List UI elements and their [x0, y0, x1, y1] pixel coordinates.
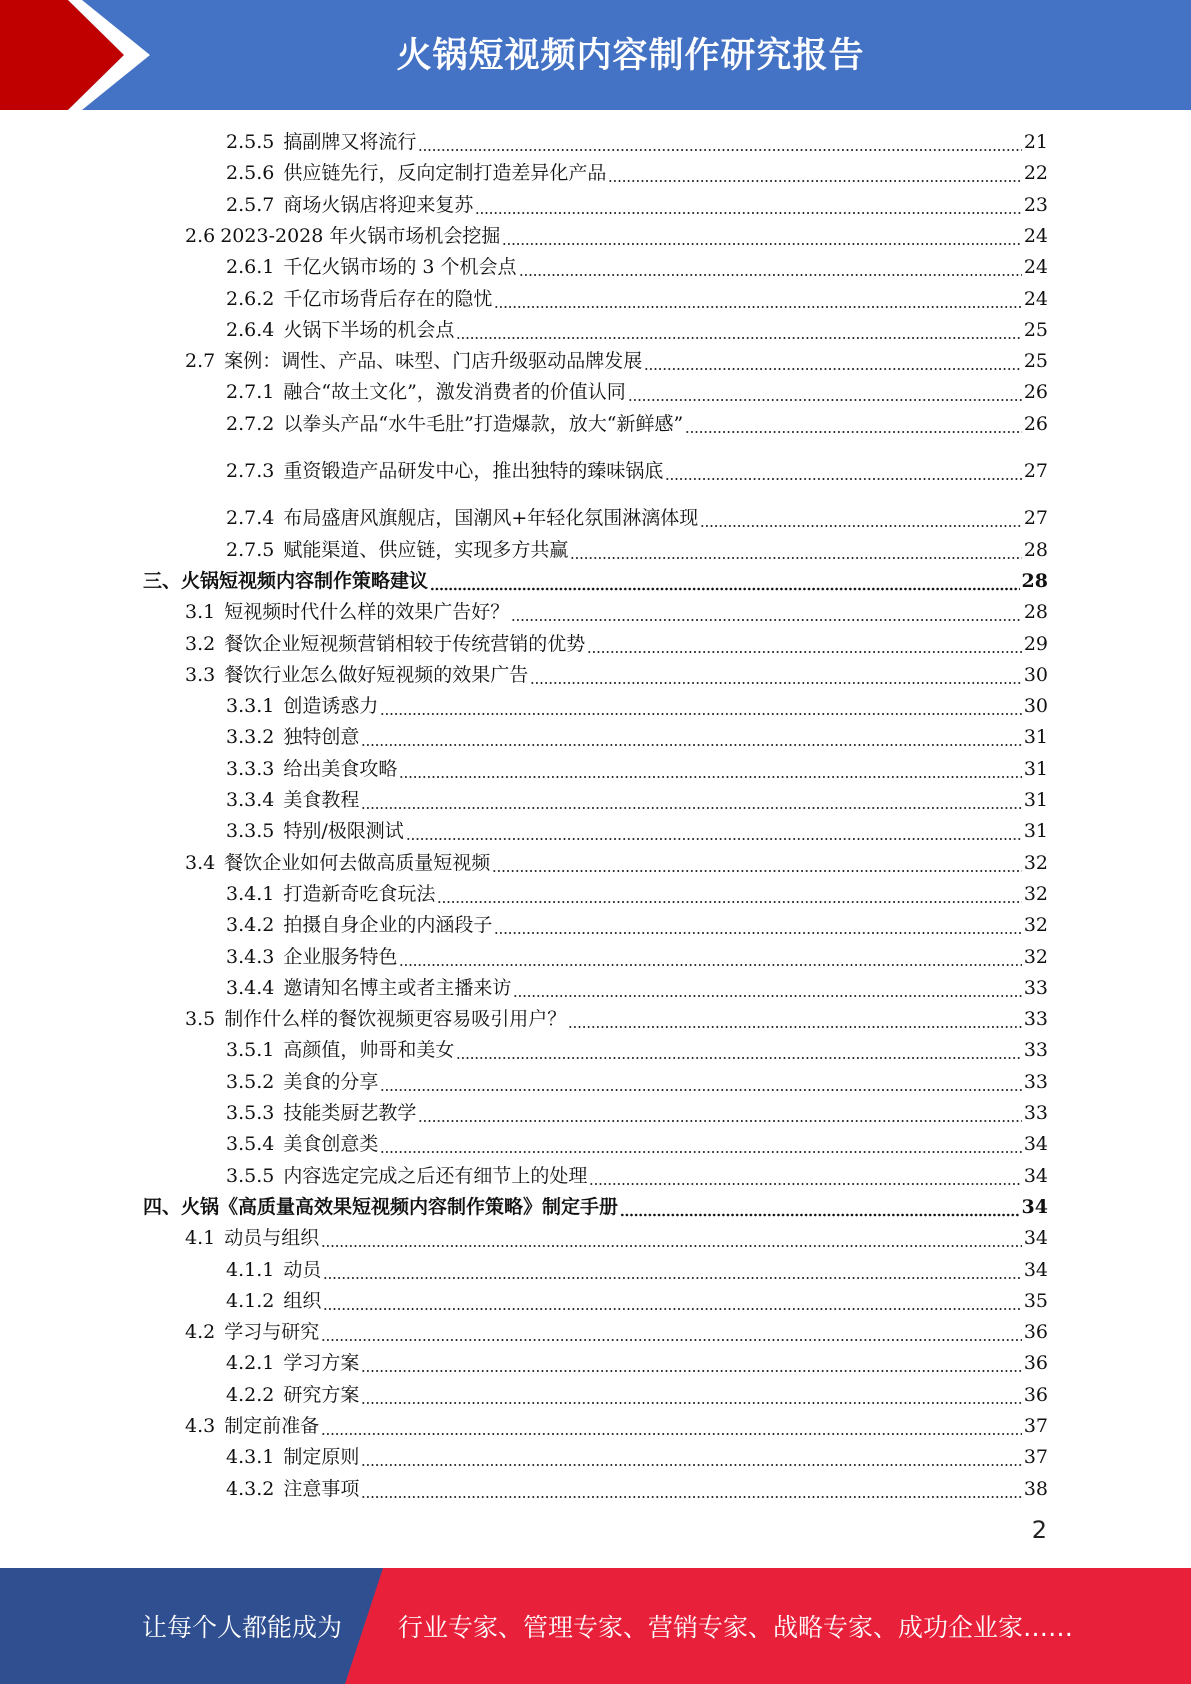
toc-entry-number: 3.3.2: [226, 726, 275, 749]
toc-entry[interactable]: [226, 1098, 1048, 1128]
toc-entry-page: 33: [1023, 1008, 1048, 1031]
toc-entry-title: 动员与组织: [224, 1227, 320, 1250]
toc-entry-page: 26: [1023, 412, 1048, 435]
toc-dot-leader: [380, 691, 1021, 721]
toc-entry-page: 27: [1023, 460, 1048, 482]
toc-entry-title: 火锅下半场的机会点: [283, 318, 455, 341]
toc-entry[interactable]: [226, 973, 1048, 1003]
toc-entry-title: 给出美食攻略: [283, 757, 398, 780]
toc-entry[interactable]: [226, 284, 1048, 314]
toc-entry-page: 36: [1023, 1352, 1048, 1375]
toc-entry[interactable]: [226, 315, 1048, 345]
toc-dot-leader: [437, 879, 1021, 909]
toc-entry-page: 25: [1023, 318, 1048, 341]
toc-entry-title: 创造诱惑力: [283, 695, 379, 718]
toc-entry[interactable]: [226, 377, 1048, 407]
toc-entry[interactable]: [185, 1223, 1048, 1253]
toc-entry-title: 供应链先行，反向定制打造差异化产品: [283, 162, 607, 185]
toc-entry-page: 33: [1023, 1070, 1048, 1093]
toc-entry-title: 学习与研究: [224, 1321, 320, 1344]
toc-entry-number: 3.5.2: [226, 1070, 275, 1093]
toc-entry-page: 37: [1023, 1446, 1048, 1469]
toc-entry[interactable]: [185, 221, 1048, 251]
toc-dot-leader: [430, 566, 1020, 596]
toc-entry-page: 32: [1023, 945, 1048, 968]
toc-dot-leader: [700, 503, 1022, 533]
toc-entry[interactable]: [185, 1317, 1048, 1347]
toc-dot-leader: [608, 158, 1021, 188]
footer-slogan-right: 行业专家、管理专家、营销专家、战略专家、成功企业家……: [398, 1613, 1074, 1642]
toc-entry[interactable]: [226, 127, 1048, 157]
toc-entry-page: 23: [1023, 193, 1048, 216]
toc-entry-number: 2.7.2: [226, 412, 275, 435]
toc-entry-number: 2.7.4: [226, 507, 275, 530]
toc-entry-page: 33: [1023, 1102, 1048, 1124]
toc-dot-leader: [361, 785, 1021, 815]
toc-entry-title: 注意事项: [283, 1477, 360, 1500]
toc-entry-title: 美食的分享: [283, 1070, 379, 1093]
toc-entry-page: 21: [1023, 131, 1048, 153]
toc-entry-title: 三、火锅短视频内容制作策略建议: [143, 569, 429, 592]
toc-entry[interactable]: [185, 346, 1048, 376]
toc-dot-leader: [570, 535, 1021, 565]
toc-entry-number: 2.7.1: [226, 381, 275, 404]
toc-dot-leader: [418, 127, 1021, 157]
toc-entry[interactable]: [226, 1129, 1048, 1159]
toc-entry-number: 3.4.3: [226, 945, 275, 968]
toc-entry-page: 32: [1023, 914, 1048, 937]
toc-entry-title: 技能类厨艺教学: [283, 1102, 417, 1124]
toc-dot-leader: [321, 1317, 1022, 1347]
toc-entry[interactable]: [226, 158, 1048, 188]
toc-entry-title: 研究方案: [283, 1383, 360, 1406]
toc-entry[interactable]: [226, 1255, 1048, 1285]
toc-entry[interactable]: [226, 691, 1048, 721]
toc-dot-leader: [511, 597, 1022, 627]
toc-entry-title: 内容选定完成之后还有细节上的处理: [283, 1164, 588, 1187]
toc-entry-page: 30: [1023, 663, 1048, 686]
toc-entry-number: 3.5: [185, 1008, 216, 1031]
toc-entry-number: 2.6.4: [226, 318, 275, 341]
toc-dot-leader: [587, 629, 1022, 659]
toc-entry-number: 3.5.1: [226, 1039, 275, 1062]
toc-entry[interactable]: [226, 503, 1048, 533]
toc-entry-page: 34: [1023, 1133, 1048, 1156]
toc-entry[interactable]: [143, 1192, 1048, 1222]
toc-entry-title: 案例：调性、产品、味型、门店升级驱动品牌发展: [224, 350, 643, 373]
toc-entry-page: 22: [1023, 162, 1048, 185]
toc-entry-number: 2.7.5: [226, 538, 275, 561]
toc-entry-page: 29: [1023, 632, 1048, 655]
toc-entry-page: 32: [1023, 851, 1048, 874]
toc-entry-page: 34: [1023, 1227, 1048, 1250]
toc-entry-number: 2.5.5: [226, 131, 275, 153]
toc-entry-title: 餐饮企业短视频营销相较于传统营销的优势: [224, 632, 586, 655]
toc-entry[interactable]: [226, 1035, 1048, 1065]
toc-dot-leader: [361, 1442, 1021, 1472]
toc-entry[interactable]: [185, 629, 1048, 659]
report-title: 火锅短视频内容制作研究报告: [396, 36, 865, 76]
toc-entry-number: 3.3.4: [226, 789, 275, 811]
toc-dot-leader: [628, 377, 1022, 407]
toc-entry-page: 25: [1023, 350, 1048, 373]
toc-dot-leader: [399, 942, 1021, 972]
toc-entry-title: 邀请知名博主或者主播来访: [283, 976, 512, 999]
toc-entry-title: 以拳头产品“水牛毛肚”打造爆款，放大“新鲜感”: [283, 412, 684, 435]
toc-entry[interactable]: [226, 190, 1048, 220]
toc-entry[interactable]: [226, 1348, 1048, 1378]
toc-entry-page: 26: [1023, 381, 1048, 404]
toc-entry-page: 37: [1023, 1415, 1048, 1437]
toc-dot-leader: [475, 190, 1021, 220]
toc-entry-title: 美食创意类: [283, 1133, 379, 1156]
toc-entry-number: 2.5.6: [226, 162, 275, 185]
toc-dot-leader: [513, 973, 1021, 1003]
toc-entry-number: 3.3.5: [226, 820, 275, 843]
toc-dot-leader: [519, 252, 1022, 282]
toc-entry-number: 4.2.2: [226, 1383, 275, 1406]
toc-entry-page: 24: [1023, 224, 1048, 247]
toc-entry-page: 28: [1023, 538, 1048, 561]
toc-entry-title: 美食教程: [283, 789, 360, 811]
toc-entry[interactable]: [226, 252, 1048, 282]
toc-entry-number: 3.1: [185, 601, 216, 624]
toc-entry[interactable]: [185, 597, 1048, 627]
toc-entry-page: 31: [1023, 726, 1048, 749]
toc-entry-title: 独特创意: [283, 726, 360, 749]
toc-entry-page: 27: [1023, 507, 1048, 530]
toc-dot-leader: [361, 722, 1021, 752]
toc-entry-title: 短视频时代什么样的效果广告好？: [224, 601, 510, 624]
toc-entry-number: 3.3.3: [226, 757, 275, 780]
toc-entry-title: 组织: [283, 1289, 322, 1312]
toc-dot-leader: [399, 754, 1021, 784]
toc-dot-leader: [361, 1474, 1021, 1504]
toc-entry-title: 千亿火锅市场的 3 个机会点: [283, 256, 517, 279]
toc-entry[interactable]: [226, 1474, 1048, 1504]
toc-entry[interactable]: [143, 566, 1048, 596]
toc-entry[interactable]: [226, 942, 1048, 972]
toc-entry-page: 33: [1023, 976, 1048, 999]
toc-dot-leader: [685, 409, 1022, 439]
toc-entry[interactable]: [226, 1067, 1048, 1097]
toc-entry-number: 2.5.7: [226, 193, 275, 216]
toc-entry-title: 高颜值，帅哥和美女: [283, 1039, 455, 1062]
toc-dot-leader: [380, 1067, 1021, 1097]
toc-entry-number: 3.5.5: [226, 1164, 275, 1187]
toc-entry-title: 餐饮企业如何去做高质量短视频: [224, 851, 491, 874]
toc-entry-number: 4.1.2: [226, 1289, 275, 1312]
toc-entry-title: 重资锻造产品研发中心，推出独特的臻味锅底: [283, 460, 664, 482]
toc-entry[interactable]: [226, 535, 1048, 565]
toc-entry[interactable]: [226, 785, 1048, 815]
toc-dot-leader: [530, 660, 1022, 690]
toc-entry-number: 3.5.4: [226, 1133, 275, 1156]
toc-entry-number: 2.7: [185, 350, 216, 373]
toc-entry-title: 千亿市场背后存在的隐忧: [283, 287, 493, 310]
toc-entry-title: 餐饮行业怎么做好短视频的效果广告: [224, 663, 529, 686]
toc-entry-title: 布局盛唐风旗舰店，国潮风+年轻化氛围淋漓体现: [283, 507, 699, 530]
toc-dot-leader: [361, 1348, 1021, 1378]
toc-entry-number: 3.3: [185, 663, 216, 686]
toc-entry-page: 38: [1023, 1477, 1048, 1500]
toc-dot-leader: [321, 1411, 1022, 1441]
page-number: 2: [1031, 1516, 1047, 1544]
toc-entry-number: 3.2: [185, 632, 216, 655]
toc-entry[interactable]: [226, 910, 1048, 940]
toc-entry-page: 24: [1023, 287, 1048, 310]
toc-entry[interactable]: [185, 1411, 1048, 1441]
toc-entry[interactable]: [226, 816, 1048, 846]
toc-entry[interactable]: [226, 456, 1048, 486]
toc-dot-leader: [502, 221, 1021, 251]
toc-entry-page: 31: [1023, 820, 1048, 843]
toc-entry-number: 4.2: [185, 1321, 216, 1344]
toc-entry-number: 4.3: [185, 1415, 216, 1437]
toc-entry-number: 4.3.1: [226, 1446, 275, 1469]
toc-dot-leader: [620, 1192, 1020, 1222]
toc-dot-leader: [494, 910, 1021, 940]
toc-entry-page: 32: [1023, 882, 1048, 905]
toc-entry-number: 3.3.1: [226, 695, 275, 718]
toc-dot-leader: [494, 284, 1021, 314]
toc-dot-leader: [321, 1223, 1022, 1253]
toc-entry-title: 打造新奇吃食玩法: [283, 882, 436, 905]
toc-entry[interactable]: [185, 1004, 1048, 1034]
toc-entry-number: 3.4.4: [226, 976, 275, 999]
toc-entry-title: 融合“故土文化”，激发消费者的价值认同: [283, 381, 626, 404]
toc-entry-number: 2.6: [185, 224, 216, 247]
toc-entry[interactable]: [226, 1442, 1048, 1472]
toc-entry-number: 3.4.2: [226, 914, 275, 937]
toc-entry-title: 拍摄自身企业的内涵段子: [283, 914, 493, 937]
toc-entry-title: 制作什么样的餐饮视频更容易吸引用户？: [224, 1008, 567, 1031]
toc-dot-leader: [456, 1035, 1021, 1065]
toc-entry-number: 3.4: [185, 851, 216, 874]
toc-entry-title: 2023-2028 年火锅市场机会挖掘: [220, 224, 501, 247]
toc-entry-page: 34: [1023, 1258, 1048, 1281]
toc-dot-leader: [380, 1129, 1021, 1159]
toc-entry-number: 4.2.1: [226, 1352, 275, 1375]
toc-entry[interactable]: [226, 1286, 1048, 1316]
toc-entry-number: 3.5.3: [226, 1102, 275, 1124]
toc-dot-leader: [568, 1004, 1022, 1034]
toc-dot-leader: [644, 346, 1022, 376]
toc-entry-page: 28: [1021, 569, 1048, 592]
toc-entry[interactable]: [226, 1380, 1048, 1410]
toc-entry-page: 36: [1023, 1383, 1048, 1406]
page-footer: [0, 1568, 1191, 1684]
page-header: [0, 0, 1191, 110]
toc-entry-title: 四、火锅《高质量高效果短视频内容制作策略》制定手册: [143, 1195, 619, 1218]
toc-entry-title: 赋能渠道、供应链，实现多方共赢: [283, 538, 569, 561]
toc-dot-leader: [418, 1098, 1021, 1128]
toc-entry-title: 企业服务特色: [283, 945, 398, 968]
toc-entry-title: 搞副牌又将流行: [283, 131, 417, 153]
toc-entry-number: 2.6.1: [226, 256, 275, 279]
toc-dot-leader: [323, 1255, 1021, 1285]
toc-entry-page: 34: [1023, 1164, 1048, 1187]
toc-entry[interactable]: [226, 1161, 1048, 1191]
toc-dot-leader: [665, 456, 1021, 486]
toc-entry-title: 制定前准备: [224, 1415, 320, 1437]
toc-entry[interactable]: [185, 848, 1048, 878]
toc-dot-leader: [589, 1161, 1021, 1191]
toc-entry-title: 制定原则: [283, 1446, 360, 1469]
toc-entry-number: 2.7.3: [226, 460, 275, 482]
footer-slogan-left: 让每个人都能成为: [142, 1613, 343, 1642]
toc-entry[interactable]: [185, 660, 1048, 690]
toc-entry-page: 24: [1023, 256, 1048, 279]
toc-entry-page: 34: [1021, 1195, 1048, 1218]
toc-entry-page: 30: [1023, 695, 1048, 718]
toc-dot-leader: [406, 816, 1022, 846]
toc-entry-number: 3.4.1: [226, 882, 275, 905]
toc-dot-leader: [361, 1380, 1021, 1410]
toc-entry-page: 31: [1023, 757, 1048, 780]
toc-entry-page: 35: [1023, 1289, 1048, 1312]
toc-entry-number: 4.1.1: [226, 1258, 275, 1281]
toc-entry-title: 特别/极限测试: [283, 820, 404, 843]
toc-entry-number: 2.6.2: [226, 287, 275, 310]
toc-entry-number: 4.1: [185, 1227, 216, 1250]
toc-entry-page: 33: [1023, 1039, 1048, 1062]
toc-entry[interactable]: [226, 754, 1048, 784]
toc-entry-title: 商场火锅店将迎来复苏: [283, 193, 474, 216]
toc-entry-page: 28: [1023, 601, 1048, 624]
toc-entry-page: 36: [1023, 1321, 1048, 1344]
toc-dot-leader: [492, 848, 1022, 878]
toc-entry[interactable]: [226, 722, 1048, 752]
toc-entry-title: 动员: [283, 1258, 322, 1281]
toc-dot-leader: [456, 315, 1021, 345]
toc-dot-leader: [323, 1286, 1021, 1316]
toc-entry[interactable]: [226, 409, 1048, 439]
toc-entry-number: 4.3.2: [226, 1477, 275, 1500]
toc-entry[interactable]: [226, 879, 1048, 909]
toc-entry-page: 31: [1023, 789, 1048, 811]
toc-entry-title: 学习方案: [283, 1352, 360, 1375]
